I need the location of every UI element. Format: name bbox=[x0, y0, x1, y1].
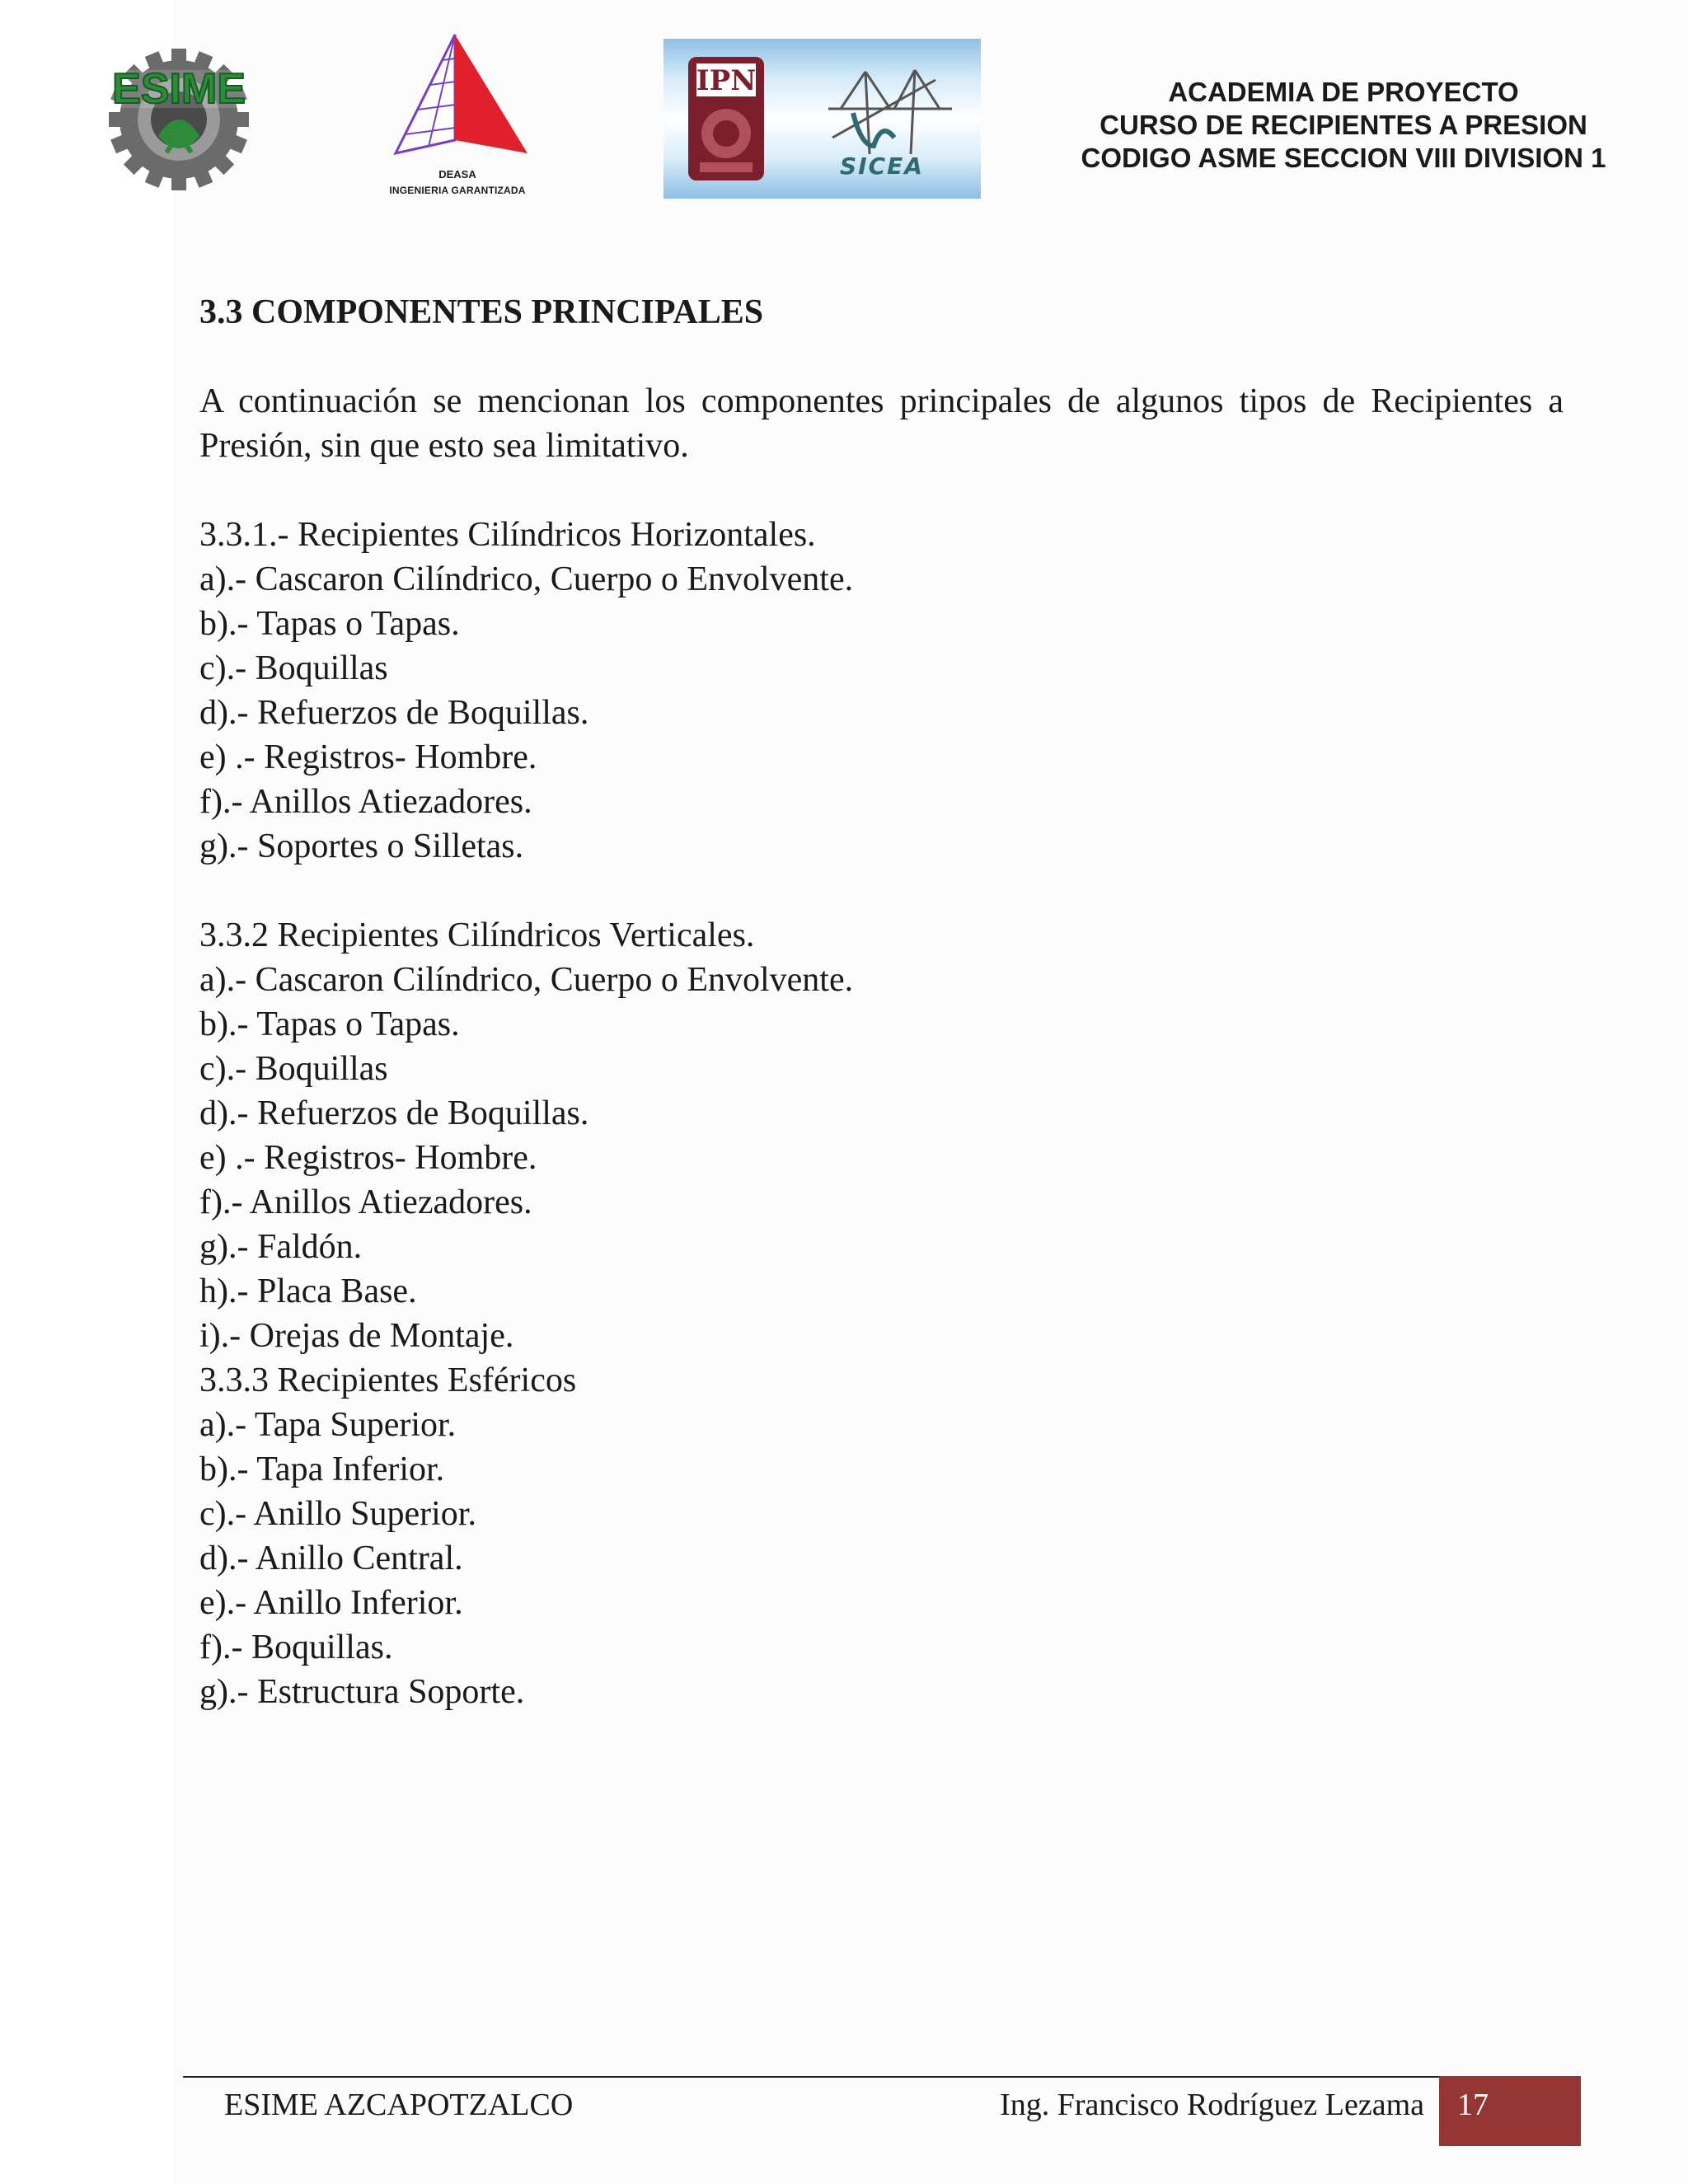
pyramid-icon bbox=[363, 31, 552, 167]
deasa-tagline: INGENIERIA GARANTIZADA bbox=[389, 185, 526, 196]
group-heading: 3.3.2 Recipientes Cilíndricos Verticales. bbox=[199, 916, 755, 954]
header-line-academia: ACADEMIA DE PROYECTO bbox=[1168, 77, 1519, 107]
ipn-sicea-banner bbox=[663, 39, 981, 199]
header-title-block bbox=[1063, 76, 1624, 175]
gear-icon bbox=[92, 37, 265, 194]
list-item: b).- Tapa Inferior. bbox=[199, 1451, 445, 1488]
ipn-logo-text: IPN bbox=[696, 64, 757, 97]
list-item: d).- Refuerzos de Boquillas. bbox=[199, 1094, 589, 1132]
group-horizontal-vessels bbox=[199, 513, 1564, 869]
deasa-name: DEASA bbox=[438, 168, 476, 180]
esime-logo-text: ESIME bbox=[112, 65, 246, 113]
list-item: c).- Boquillas bbox=[199, 1050, 388, 1088]
list-item: b).- Tapas o Tapas. bbox=[199, 605, 460, 643]
list-item: g).- Soportes o Silletas. bbox=[199, 827, 524, 865]
group-vertical-vessels bbox=[199, 913, 1564, 1358]
bridge-icon bbox=[828, 70, 952, 154]
document-header bbox=[0, 0, 1688, 214]
deasa-logo bbox=[363, 31, 552, 204]
section-title: 3.3 COMPONENTES PRINCIPALES bbox=[199, 293, 764, 331]
page-number-badge bbox=[1439, 2076, 1581, 2146]
list-item: a).- Tapa Superior. bbox=[199, 1406, 457, 1444]
group-heading: 3.3.3 Recipientes Esféricos bbox=[199, 1361, 577, 1399]
esime-logo bbox=[92, 37, 265, 194]
list-item: e) .- Registros- Hombre. bbox=[199, 738, 537, 776]
header-line-curso: CURSO DE RECIPIENTES A PRESION bbox=[1100, 110, 1587, 140]
footer-institution: ESIME AZCAPOTZALCO bbox=[224, 2088, 574, 2122]
header-line-codigo: CODIGO ASME SECCION VIII DIVISION 1 bbox=[1081, 143, 1606, 173]
list-item: f).- Anillos Atiezadores. bbox=[199, 1183, 532, 1221]
list-item: e) .- Registros- Hombre. bbox=[199, 1139, 537, 1177]
list-item: d).- Refuerzos de Boquillas. bbox=[199, 694, 589, 732]
footer-divider bbox=[183, 2076, 1581, 2078]
document-body bbox=[199, 290, 1564, 1714]
list-item: a).- Cascaron Cilíndrico, Cuerpo o Envolvente. bbox=[199, 560, 854, 598]
list-item: f).- Anillos Atiezadores. bbox=[199, 783, 532, 821]
ipn-emblem-icon bbox=[688, 57, 764, 180]
page-number: 17 bbox=[1457, 2088, 1489, 2122]
list-item: i).- Orejas de Montaje. bbox=[199, 1317, 514, 1355]
list-item: g).- Faldón. bbox=[199, 1228, 363, 1266]
group-spherical-vessels bbox=[199, 1358, 1564, 1714]
list-item: b).- Tapas o Tapas. bbox=[199, 1005, 460, 1043]
list-item: d).- Anillo Central. bbox=[199, 1540, 463, 1577]
list-item: g).- Estructura Soporte. bbox=[199, 1673, 525, 1711]
footer-author: Ing. Francisco Rodríguez Lezama bbox=[1000, 2088, 1424, 2122]
list-item: h).- Placa Base. bbox=[199, 1272, 417, 1310]
list-item: f).- Boquillas. bbox=[199, 1629, 393, 1666]
group-heading: 3.3.1.- Recipientes Cilíndricos Horizontales. bbox=[199, 516, 816, 554]
list-item: c).- Anillo Superior. bbox=[199, 1495, 476, 1533]
intro-paragraph: A continuación se mencionan los componentes principales de algunos tipos de Recipientes a Presión, sin que esto sea limitativo. bbox=[199, 382, 1564, 465]
sicea-logo-text: SICEA bbox=[840, 152, 924, 180]
list-item: a).- Cascaron Cilíndrico, Cuerpo o Envolvente. bbox=[199, 961, 854, 999]
list-item: e).- Anillo Inferior. bbox=[199, 1584, 463, 1622]
list-item: c).- Boquillas bbox=[199, 649, 388, 687]
